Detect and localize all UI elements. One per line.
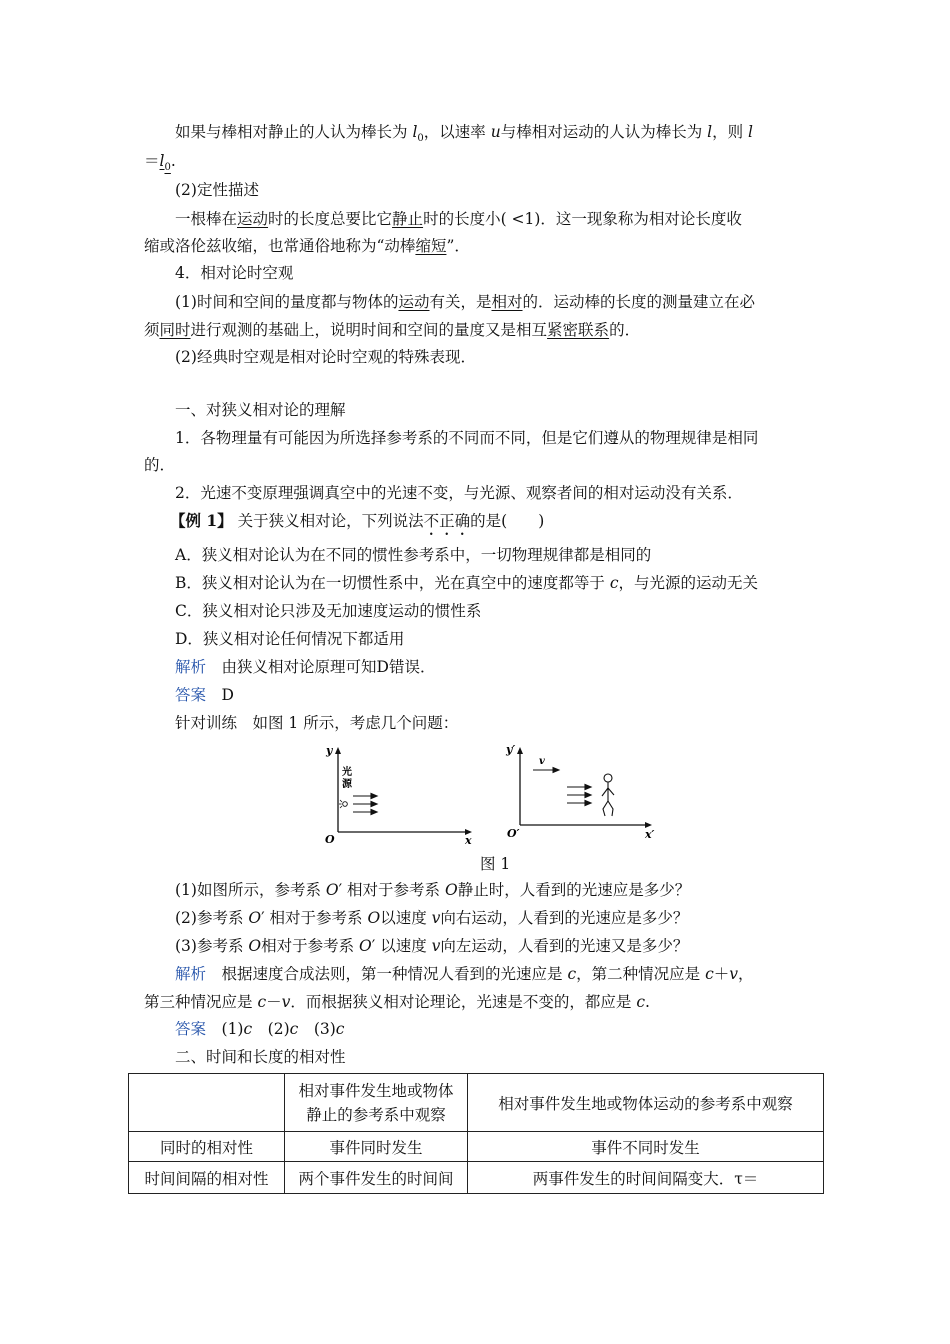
table-cell <box>285 1132 468 1162</box>
text: A．狭义相对论认为在不同的惯性参考系中，一切物理规律都是相同的 <box>175 546 652 564</box>
text: ， <box>738 965 754 983</box>
text: 向右运动，人看到的光速应是多少？ <box>440 909 689 927</box>
table-header-row <box>129 1074 824 1132</box>
text: 时的长度小( <1)．这一现象称为相对论长度收 <box>423 210 742 228</box>
text: 针对训练 如图 1 所示，考虑几个问题： <box>175 714 459 732</box>
variable: v <box>431 937 441 955</box>
text: ′ 相对于参考系 <box>261 909 368 927</box>
light-ray-arrows <box>353 794 377 815</box>
light-ray-arrows <box>567 785 591 806</box>
underlined-answer: 运动 <box>237 210 269 228</box>
text: 相对事件发生地或物体 <box>298 1081 454 1100</box>
text: 时间间隔的相对性 <box>144 1169 269 1188</box>
answer-label: 答案 <box>175 686 207 704</box>
text: 静止时，人看到的光速应是多少？ <box>457 881 691 899</box>
text: 第三种情况应是 <box>144 993 258 1011</box>
text: 关于狭义相对论，下列说法 <box>232 512 424 530</box>
paragraph-line <box>175 428 758 448</box>
text: 的．运动棒的长度的测量建立在必 <box>522 293 756 311</box>
underlined-answer: 同时 <box>159 321 191 339</box>
variable: u <box>490 123 501 141</box>
emphasized-text: 不正确 <box>423 512 471 530</box>
analysis-line <box>175 964 754 984</box>
paragraph-line <box>144 320 640 340</box>
text: 如果与棒相对静止的人认为棒长为 <box>175 123 413 141</box>
y-label: y <box>326 744 333 757</box>
variable: c <box>609 574 619 592</box>
variable: c <box>636 993 646 1011</box>
text: (1) <box>206 1020 244 1038</box>
text: 1．各物理量有可能因为所选择参考系的不同而不同，但是它们遵从的物理规律是相同 <box>175 429 759 447</box>
text: D <box>206 686 234 704</box>
section-title <box>175 400 346 420</box>
question-2 <box>175 908 688 928</box>
paragraph-line <box>175 483 743 503</box>
paragraph-line <box>175 347 476 367</box>
underlined-answer: 紧密联系 <box>547 321 610 339</box>
text: ，第二种情况应是 <box>576 965 706 983</box>
x-prime-label: x′ <box>645 828 655 841</box>
underlined-answer: 缩短 <box>415 237 447 255</box>
text: 图 1 <box>480 855 511 873</box>
text: ′ 相对于参考系 <box>338 881 445 899</box>
option-a <box>175 545 651 565</box>
variable: c <box>289 1020 299 1038</box>
text: 缩或洛伦兹收缩，也常通俗地称为“动棒 <box>144 237 416 255</box>
analysis-label: 解析 <box>175 965 207 983</box>
text: 须 <box>144 321 160 339</box>
text: (2) <box>252 1020 290 1038</box>
text: 两个事件发生的时间间 <box>298 1169 454 1188</box>
table-header-cell <box>285 1074 468 1132</box>
text: ＋ <box>713 965 730 983</box>
example-heading <box>170 511 544 539</box>
light-source-icon <box>339 800 347 808</box>
variable: l <box>159 152 165 170</box>
variable: O <box>325 881 339 899</box>
light-source-label: 源 <box>342 779 352 790</box>
variable: O <box>248 909 262 927</box>
y-arrow <box>335 747 341 754</box>
table-cell <box>468 1162 824 1194</box>
text: (1)如图所示，参考系 <box>175 881 326 899</box>
training-line <box>175 713 458 733</box>
question-3 <box>175 936 688 956</box>
variable: O <box>367 909 381 927</box>
variable: c <box>335 1020 345 1038</box>
underlined-answer: 运动 <box>398 293 430 311</box>
text: C．狭义相对论只涉及无加速度运动的惯性系 <box>175 602 482 620</box>
variable: l <box>707 123 713 141</box>
table-cell <box>129 1074 285 1132</box>
velocity-label: v <box>539 756 545 767</box>
velocity-arrow <box>533 768 559 773</box>
text: (3)参考系 <box>175 937 249 955</box>
option-d <box>175 629 404 649</box>
variable: c <box>567 965 577 983</box>
subscript: 0 <box>417 133 424 145</box>
origin-label: O <box>325 833 335 845</box>
underlined-answer: 相对 <box>491 293 523 311</box>
text: 同时的相对性 <box>159 1138 253 1157</box>
example-tag: 【例 1】 <box>170 511 233 530</box>
text: 二、时间和长度的相对性 <box>175 1048 346 1066</box>
y-prime-label: y′ <box>506 743 516 756</box>
text: 以速度 <box>380 909 432 927</box>
table-cell <box>129 1132 285 1162</box>
paragraph-line <box>144 151 176 178</box>
subheading <box>175 263 293 283</box>
text: (3) <box>298 1020 336 1038</box>
text: 静止的参考系中观察 <box>306 1105 446 1124</box>
text: B．狭义相对论认为在一切惯性系中，光在真空中的速度都等于 <box>175 574 610 592</box>
x-label: x <box>465 834 472 845</box>
text: 由狭义相对论原理可知D错误． <box>206 658 436 676</box>
section-title <box>175 1047 346 1067</box>
text: (1)时间和空间的量度都与物体的 <box>175 293 399 311</box>
text: ．而根据狭义相对论理论，光速是不变的，都应是 <box>290 993 637 1011</box>
text: 2．光速不变原理强调真空中的光速不变，与光源、观察者间的相对运动没有关系． <box>175 484 743 502</box>
text: 4．相对论时空观 <box>175 264 294 282</box>
text: 与棒相对运动的人认为棒长为 <box>500 123 708 141</box>
text: 事件同时发生 <box>329 1138 423 1157</box>
y-prime-arrow <box>517 747 523 754</box>
origin-prime-label: O′ <box>507 827 520 840</box>
text: 时的长度总要比它 <box>268 210 393 228</box>
text: 相对于参考系 <box>261 937 360 955</box>
option-b <box>175 573 758 593</box>
text: . <box>645 993 650 1011</box>
answer-label: 答案 <box>175 1020 207 1038</box>
analysis-line <box>175 657 435 677</box>
right-frame <box>505 743 655 841</box>
text: . <box>170 152 176 170</box>
left-frame <box>325 744 472 845</box>
table-cell <box>285 1162 468 1194</box>
table-row <box>129 1132 824 1162</box>
variable: c <box>257 993 267 1011</box>
figure-1 <box>315 740 665 845</box>
text: 根据速度合成法则，第一种情况人看到的光速应是 <box>206 965 568 983</box>
text: ”． <box>446 237 470 255</box>
light-source-label: 光 <box>342 767 352 778</box>
text: 事件不同时发生 <box>591 1138 700 1157</box>
subheading <box>175 180 259 200</box>
text: 的． <box>144 456 176 474</box>
text: 有关，是 <box>429 293 492 311</box>
text: ，与光源的运动无关 <box>618 574 759 592</box>
text: 的是( ) <box>470 512 545 530</box>
paragraph-line <box>175 292 755 312</box>
question-1 <box>175 880 690 900</box>
text: － <box>266 993 282 1011</box>
paragraph-line <box>144 236 470 256</box>
analysis-label: 解析 <box>175 658 207 676</box>
underlined-answer: 静止 <box>392 210 424 228</box>
text: ＝ <box>144 152 160 170</box>
answer-line <box>175 685 234 705</box>
text: 两事件发生的时间间隔变大．τ＝ <box>532 1169 759 1188</box>
text: 向左运动，人看到的光速又是多少？ <box>440 937 689 955</box>
text: (2)参考系 <box>175 909 249 927</box>
variable: O <box>444 881 458 899</box>
figure-caption <box>480 852 510 874</box>
text: ，则 <box>712 123 749 141</box>
variable: l <box>412 123 418 141</box>
table-row <box>129 1162 824 1194</box>
variable: c <box>243 1020 253 1038</box>
variable: v <box>431 909 441 927</box>
subscript: 0 <box>164 162 171 174</box>
paragraph-line <box>144 455 175 475</box>
variable: v <box>729 965 739 983</box>
text: ′ 以速度 <box>371 937 432 955</box>
relativity-table <box>128 1073 824 1194</box>
answer-line <box>175 1019 344 1039</box>
variable: v <box>281 993 291 1011</box>
text: 一根棒在 <box>175 210 238 228</box>
variable: l <box>748 123 754 141</box>
variable: c <box>705 965 714 983</box>
analysis-line <box>144 992 650 1012</box>
text: 进行观测的基础上，说明时间和空间的量度又是相互 <box>190 321 548 339</box>
text: ，以速率 <box>423 123 491 141</box>
text: D．狭义相对论任何情况下都适用 <box>175 630 405 648</box>
option-c <box>175 601 481 621</box>
observer-person-icon <box>602 774 614 816</box>
table-header-cell <box>468 1074 824 1132</box>
text: (2)定性描述 <box>175 181 259 199</box>
table-cell <box>129 1162 285 1194</box>
text: 一、对狭义相对论的理解 <box>175 401 346 419</box>
variable: O <box>359 937 372 955</box>
text: 的． <box>609 321 641 339</box>
table-cell <box>468 1132 824 1162</box>
variable: O <box>248 937 262 955</box>
text: (2)经典时空观是相对论时空观的特殊表现． <box>175 348 476 366</box>
text: 相对事件发生地或物体运动的参考系中观察 <box>498 1094 793 1113</box>
paragraph-line <box>175 209 742 229</box>
paragraph-line <box>175 122 753 149</box>
